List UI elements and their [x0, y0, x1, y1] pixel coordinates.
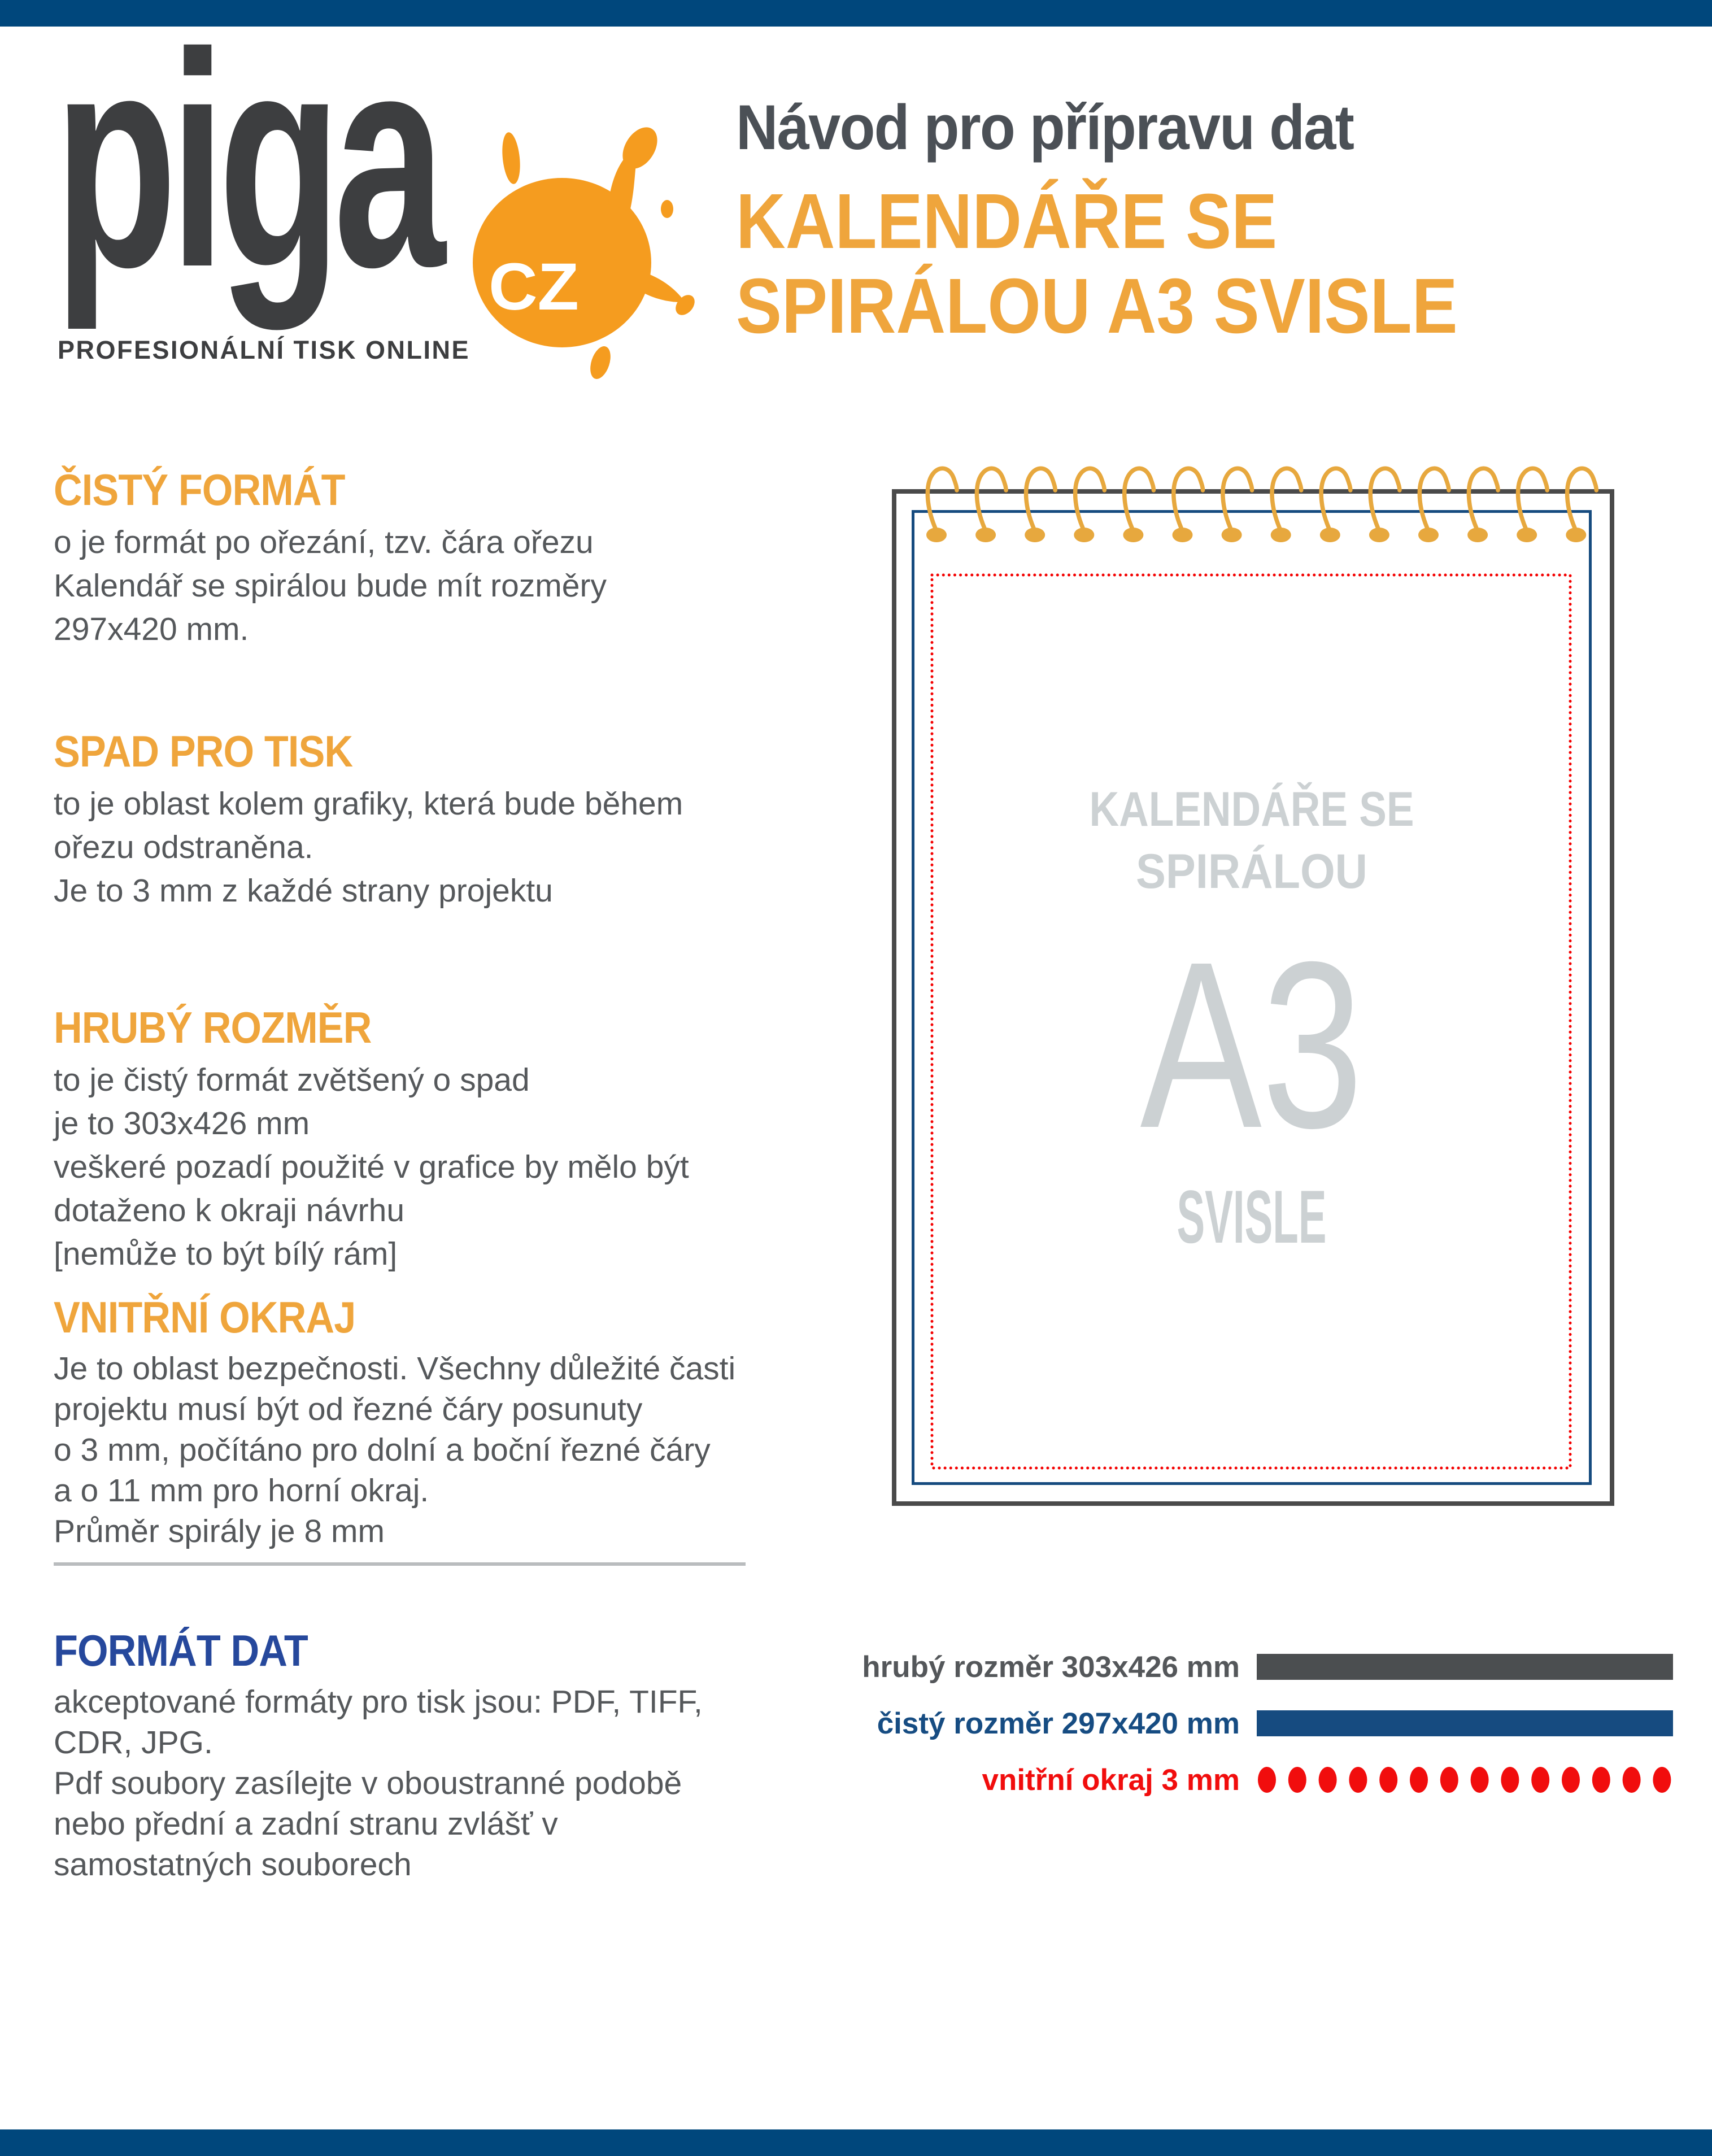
section-heading: ČISTÝ FORMÁT — [54, 465, 345, 515]
section-vnitrni-okraj — [54, 1292, 822, 1552]
doc-title-block — [736, 89, 1556, 349]
watermark-line2: SPIRÁLOU — [1136, 844, 1367, 899]
section-text-line: je to 303x426 mm — [54, 1105, 310, 1142]
section-text-line: o 3 mm, počítáno pro dolní a boční řezné čáry — [54, 1432, 711, 1468]
doc-title-line1: KALENDÁŘE SE — [736, 178, 1278, 265]
section-text-line: a o 11 mm pro horní okraj. — [54, 1473, 429, 1509]
section-text-line: akceptované formáty pro tisk jsou: PDF, TIFF, — [54, 1684, 703, 1720]
logo-cz-label: CZ — [489, 250, 579, 324]
vnitrni-okraj-frame — [932, 575, 1570, 1468]
section-text-line: nebo přední a zadní stranu zvlášť v — [54, 1806, 558, 1842]
section-spad-pro-tisk — [54, 726, 822, 913]
doc-title-eyebrow: Návod pro přípravu dat — [736, 92, 1354, 163]
section-format-dat — [54, 1625, 822, 1885]
legend-row-cisty-rozmer — [808, 1706, 1673, 1740]
section-text-line: Je to 3 mm z každé strany projektu — [54, 873, 553, 909]
section-text-line: 297x420 mm. — [54, 611, 249, 647]
section-text-line: to je čistý formát zvětšený o spad — [54, 1062, 530, 1098]
cisty-rozmer-frame — [913, 512, 1591, 1484]
section-text-line: projektu musí být od řezné čáry posunuty — [54, 1391, 643, 1427]
section-cisty-format — [54, 464, 822, 651]
section-hruby-rozmer — [54, 1002, 822, 1276]
section-text-line: samostatných souborech — [54, 1846, 412, 1883]
legend-label: čistý rozměr 297x420 mm — [877, 1706, 1240, 1740]
legend-blue-bar-swatch — [1257, 1710, 1673, 1736]
section-text-line: CDR, JPG. — [54, 1724, 213, 1761]
section-text-line: o je formát po ořezání, tzv. čára ořezu — [54, 524, 594, 560]
section-text-line: ořezu odstraněna. — [54, 829, 313, 865]
watermark-orientation: SVISLE — [1177, 1175, 1327, 1259]
spiral-binding — [926, 468, 1596, 542]
hruby-rozmer-frame — [894, 491, 1612, 1504]
section-text-line: Je to oblast bezpečnosti. Všechny důležité časti — [54, 1351, 736, 1387]
logo-tagline: PROFESIONÁLNÍ TISK ONLINE — [58, 336, 471, 364]
doc-title-line2: SPIRÁLOU A3 SVISLE — [736, 263, 1458, 350]
piga-logo-wordmark: piga — [54, 0, 438, 330]
section-heading: SPAD PRO TISK — [54, 726, 353, 776]
section-text-line: [nemůže to být bílý rám] — [54, 1236, 398, 1272]
watermark-line1: KALENDÁŘE SE — [1089, 782, 1414, 837]
section-text-line: to je oblast kolem grafiky, která bude během — [54, 786, 683, 822]
section-text-line: Pdf soubory zasílejte v oboustranné podobě — [54, 1765, 682, 1801]
section-heading: FORMÁT DAT — [54, 1626, 308, 1675]
watermark-size: A3 — [1140, 913, 1363, 1178]
section-heading: HRUBÝ ROZMĚR — [54, 1003, 372, 1052]
section-text-line: veškeré pozadí použité v grafice by mělo být — [54, 1149, 689, 1185]
legend-red-dots-swatch — [1257, 1766, 1673, 1794]
section-text-line: dotaženo k okraji návrhu — [54, 1192, 405, 1229]
legend-gray-bar-swatch — [1257, 1654, 1673, 1680]
legend-label: hrubý rozměr 303x426 mm — [862, 1650, 1240, 1684]
logo-splat-icon — [460, 119, 698, 390]
section-heading: VNITŘNÍ OKRAJ — [54, 1292, 356, 1342]
section-divider — [54, 1562, 746, 1566]
section-text-line: Průměr spirály je 8 mm — [54, 1513, 385, 1549]
legend-row-hruby-rozmer — [808, 1650, 1673, 1684]
legend-row-vnitrni-okraj — [808, 1763, 1673, 1797]
bottom-accent-bar — [0, 2129, 1712, 2156]
legend-label: vnitřní okraj 3 mm — [982, 1763, 1240, 1797]
section-text-line: Kalendář se spirálou bude mít rozměry — [54, 568, 607, 604]
